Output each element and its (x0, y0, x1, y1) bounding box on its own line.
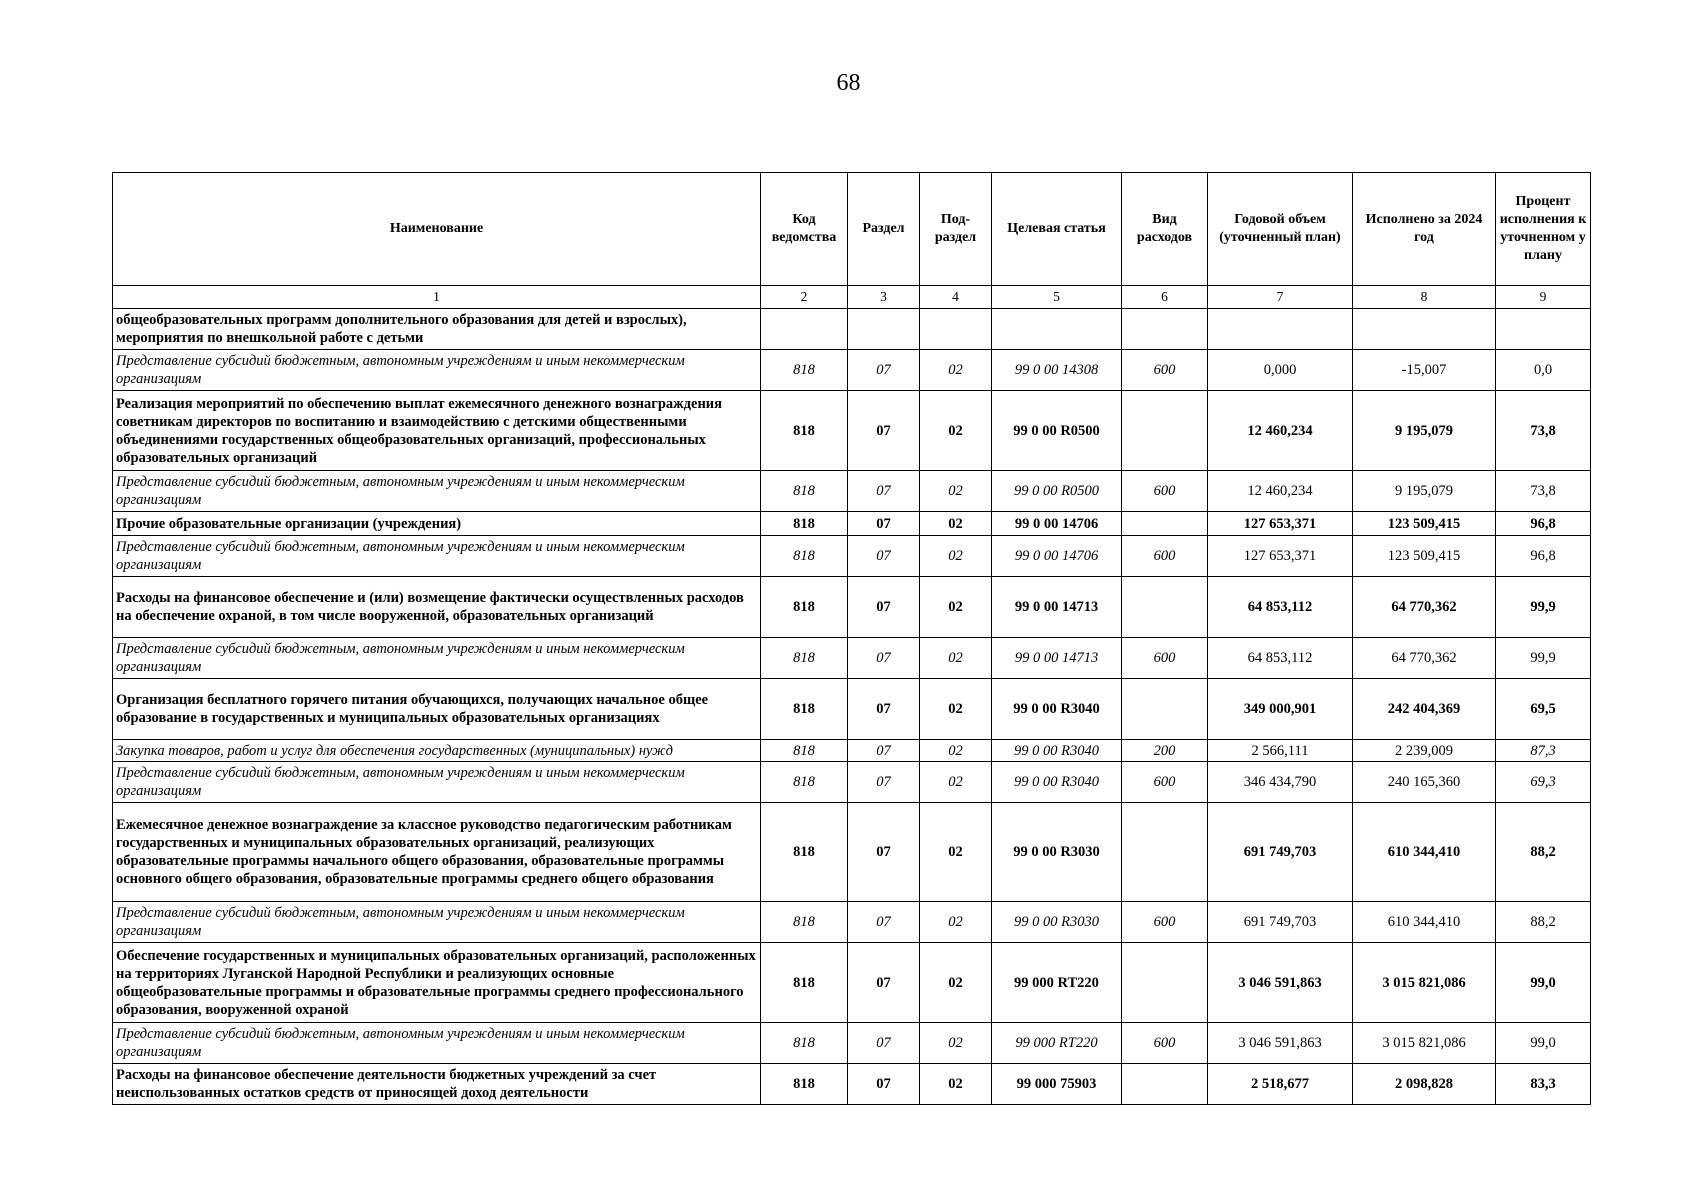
cell-percent: 96,8 (1496, 536, 1591, 577)
cell-subsection: 02 (920, 471, 992, 512)
table-row (113, 309, 1591, 350)
cell-executed: 610 344,410 (1353, 902, 1496, 943)
header-department-code: Код ведомства (761, 173, 848, 286)
cell-name: Организация бесплатного горячего питания обучающихся, получающих начальное общее образование в государственных и муниципальных образовательных организациях (113, 679, 761, 740)
cell-percent: 99,9 (1496, 577, 1591, 638)
cell-percent: 88,2 (1496, 902, 1591, 943)
cell-annual-plan: 12 460,234 (1208, 391, 1353, 471)
table-body (113, 309, 1591, 1105)
cell-annual-plan: 691 749,703 (1208, 902, 1353, 943)
table-row (113, 512, 1591, 536)
cell-executed: 9 195,079 (1353, 471, 1496, 512)
cell-target-article: 99 0 00 R3030 (992, 902, 1122, 943)
cell-executed: 123 509,415 (1353, 512, 1496, 536)
cell-name: Представление субсидий бюджетным, автономным учреждениям и иным некоммерческим организациям (113, 350, 761, 391)
cell-section: 07 (848, 762, 920, 803)
column-number: 8 (1353, 286, 1496, 309)
column-number: 1 (113, 286, 761, 309)
cell-section: 07 (848, 1064, 920, 1105)
table-row (113, 536, 1591, 577)
cell-name: Расходы на финансовое обеспечение деятельности бюджетных учреждений за счет неиспользованных остатков средств от приносящей доход деятельности (113, 1064, 761, 1105)
cell-annual-plan: 64 853,112 (1208, 577, 1353, 638)
cell-annual-plan: 349 000,901 (1208, 679, 1353, 740)
cell-executed: 3 015 821,086 (1353, 1023, 1496, 1064)
cell-department-code (761, 309, 848, 350)
cell-target-article: 99 0 00 R3040 (992, 679, 1122, 740)
cell-percent: 96,8 (1496, 512, 1591, 536)
table-row (113, 803, 1591, 902)
cell-name: Представление субсидий бюджетным, автономным учреждениям и иным некоммерческим организациям (113, 902, 761, 943)
cell-percent: 83,3 (1496, 1064, 1591, 1105)
cell-executed: 2 239,009 (1353, 740, 1496, 762)
cell-annual-plan: 691 749,703 (1208, 803, 1353, 902)
cell-executed: 240 165,360 (1353, 762, 1496, 803)
cell-annual-plan (1208, 309, 1353, 350)
cell-department-code: 818 (761, 391, 848, 471)
cell-name: Представление субсидий бюджетным, автономным учреждениям и иным некоммерческим организациям (113, 536, 761, 577)
cell-percent: 69,3 (1496, 762, 1591, 803)
cell-percent: 73,8 (1496, 391, 1591, 471)
cell-executed: 64 770,362 (1353, 638, 1496, 679)
cell-expense-type (1122, 512, 1208, 536)
table-row (113, 1023, 1591, 1064)
column-number: 7 (1208, 286, 1353, 309)
cell-target-article: 99 0 00 14308 (992, 350, 1122, 391)
header-section: Раздел (848, 173, 920, 286)
column-number: 5 (992, 286, 1122, 309)
cell-section: 07 (848, 902, 920, 943)
cell-percent: 99,9 (1496, 638, 1591, 679)
table-row (113, 943, 1591, 1023)
table-row (113, 471, 1591, 512)
cell-section: 07 (848, 577, 920, 638)
cell-annual-plan: 0,000 (1208, 350, 1353, 391)
cell-executed: 9 195,079 (1353, 391, 1496, 471)
cell-executed: 123 509,415 (1353, 536, 1496, 577)
column-number: 4 (920, 286, 992, 309)
table-row (113, 740, 1591, 762)
cell-department-code: 818 (761, 577, 848, 638)
cell-subsection: 02 (920, 1023, 992, 1064)
cell-name: общеобразовательных программ дополнительного образования для детей и взрослых), мероприятия по внешкольной работе с детьми (113, 309, 761, 350)
cell-section: 07 (848, 471, 920, 512)
cell-section: 07 (848, 350, 920, 391)
cell-department-code: 818 (761, 902, 848, 943)
cell-name: Ежемесячное денежное вознаграждение за классное руководство педагогическим работникам государственных и муниципальных образовательных организаций, реализующих образовательные программы начального общего образования, образовательные программы основного общего образования, образовательные программы среднего общего образования (113, 803, 761, 902)
cell-expense-type (1122, 309, 1208, 350)
budget-table (112, 172, 1591, 1105)
cell-department-code: 818 (761, 350, 848, 391)
cell-expense-type: 200 (1122, 740, 1208, 762)
cell-subsection (920, 309, 992, 350)
cell-percent (1496, 309, 1591, 350)
cell-department-code: 818 (761, 740, 848, 762)
cell-target-article: 99 0 00 14713 (992, 638, 1122, 679)
cell-subsection: 02 (920, 762, 992, 803)
column-number: 9 (1496, 286, 1591, 309)
cell-executed: 3 015 821,086 (1353, 943, 1496, 1023)
cell-annual-plan: 64 853,112 (1208, 638, 1353, 679)
cell-expense-type (1122, 391, 1208, 471)
cell-annual-plan: 3 046 591,863 (1208, 943, 1353, 1023)
table-row (113, 638, 1591, 679)
cell-target-article: 99 0 00 R3030 (992, 803, 1122, 902)
cell-name: Представление субсидий бюджетным, автономным учреждениям и иным некоммерческим организациям (113, 638, 761, 679)
cell-expense-type: 600 (1122, 350, 1208, 391)
cell-subsection: 02 (920, 350, 992, 391)
cell-name: Обеспечение государственных и муниципальных образовательных организаций, расположенных на территориях Луганской Народной Республики и реализующих основные общеобразовательные программы и образовательные программы среднего профессионального образования, вооруженной охраной (113, 943, 761, 1023)
cell-subsection: 02 (920, 577, 992, 638)
cell-executed: 2 098,828 (1353, 1064, 1496, 1105)
cell-department-code: 818 (761, 679, 848, 740)
cell-target-article: 99 000 75903 (992, 1064, 1122, 1105)
cell-expense-type (1122, 943, 1208, 1023)
cell-percent: 73,8 (1496, 471, 1591, 512)
cell-percent: 99,0 (1496, 943, 1591, 1023)
column-number: 6 (1122, 286, 1208, 309)
cell-expense-type: 600 (1122, 1023, 1208, 1064)
cell-subsection: 02 (920, 1064, 992, 1105)
cell-expense-type: 600 (1122, 471, 1208, 512)
table-header-row (113, 173, 1591, 286)
cell-name: Представление субсидий бюджетным, автономным учреждениям и иным некоммерческим организациям (113, 762, 761, 803)
cell-section: 07 (848, 679, 920, 740)
cell-target-article: 99 0 00 R0500 (992, 471, 1122, 512)
page-number: 68 (836, 70, 861, 96)
cell-subsection: 02 (920, 512, 992, 536)
cell-percent: 0,0 (1496, 350, 1591, 391)
cell-subsection: 02 (920, 391, 992, 471)
cell-name: Представление субсидий бюджетным, автономным учреждениям и иным некоммерческим организациям (113, 471, 761, 512)
cell-subsection: 02 (920, 902, 992, 943)
cell-target-article: 99 0 00 R3040 (992, 762, 1122, 803)
cell-expense-type (1122, 803, 1208, 902)
cell-annual-plan: 127 653,371 (1208, 536, 1353, 577)
cell-subsection: 02 (920, 536, 992, 577)
cell-target-article: 99 0 00 R0500 (992, 391, 1122, 471)
header-annual-plan: Годовой объем (уточненный план) (1208, 173, 1353, 286)
cell-target-article: 99 0 00 R3040 (992, 740, 1122, 762)
table-row (113, 679, 1591, 740)
header-percent: Процент исполнения к уточненном у плану (1496, 173, 1591, 286)
cell-department-code: 818 (761, 638, 848, 679)
header-subsection: Под-раздел (920, 173, 992, 286)
cell-target-article: 99 000 RT220 (992, 943, 1122, 1023)
cell-target-article (992, 309, 1122, 350)
cell-subsection: 02 (920, 679, 992, 740)
cell-annual-plan: 127 653,371 (1208, 512, 1353, 536)
cell-name: Представление субсидий бюджетным, автономным учреждениям и иным некоммерческим организациям (113, 1023, 761, 1064)
cell-section: 07 (848, 512, 920, 536)
column-number: 2 (761, 286, 848, 309)
header-executed: Исполнено за 2024 год (1353, 173, 1496, 286)
cell-target-article: 99 0 00 14713 (992, 577, 1122, 638)
cell-subsection: 02 (920, 803, 992, 902)
cell-name: Реализация мероприятий по обеспечению выплат ежемесячного денежного вознаграждения советникам директоров по воспитанию и взаимодействию с детскими общественными объединениями государственных общеобразовательных организаций, профессиональных образовательных организаций (113, 391, 761, 471)
cell-section: 07 (848, 1023, 920, 1064)
cell-percent: 99,0 (1496, 1023, 1591, 1064)
cell-section (848, 309, 920, 350)
cell-section: 07 (848, 391, 920, 471)
cell-department-code: 818 (761, 762, 848, 803)
cell-department-code: 818 (761, 512, 848, 536)
cell-annual-plan: 3 046 591,863 (1208, 1023, 1353, 1064)
column-number: 3 (848, 286, 920, 309)
cell-name: Прочие образовательные организации (учреждения) (113, 512, 761, 536)
cell-annual-plan: 2 518,677 (1208, 1064, 1353, 1105)
cell-annual-plan: 12 460,234 (1208, 471, 1353, 512)
cell-executed: 64 770,362 (1353, 577, 1496, 638)
table-row (113, 350, 1591, 391)
cell-subsection: 02 (920, 740, 992, 762)
column-number-row (113, 286, 1591, 309)
header-target-article: Целевая статья (992, 173, 1122, 286)
cell-department-code: 818 (761, 943, 848, 1023)
cell-expense-type: 600 (1122, 536, 1208, 577)
cell-executed: 610 344,410 (1353, 803, 1496, 902)
cell-section: 07 (848, 638, 920, 679)
cell-expense-type: 600 (1122, 902, 1208, 943)
cell-section: 07 (848, 803, 920, 902)
cell-department-code: 818 (761, 1023, 848, 1064)
header-name: Наименование (113, 173, 761, 286)
cell-section: 07 (848, 943, 920, 1023)
table-row (113, 577, 1591, 638)
cell-executed: 242 404,369 (1353, 679, 1496, 740)
table-row (113, 902, 1591, 943)
cell-department-code: 818 (761, 471, 848, 512)
cell-department-code: 818 (761, 803, 848, 902)
cell-subsection: 02 (920, 638, 992, 679)
cell-executed: -15,007 (1353, 350, 1496, 391)
table-row (113, 391, 1591, 471)
cell-target-article: 99 0 00 14706 (992, 512, 1122, 536)
cell-percent: 87,3 (1496, 740, 1591, 762)
cell-name: Закупка товаров, работ и услуг для обеспечения государственных (муниципальных) нужд (113, 740, 761, 762)
cell-expense-type (1122, 679, 1208, 740)
cell-annual-plan: 2 566,111 (1208, 740, 1353, 762)
cell-department-code: 818 (761, 536, 848, 577)
header-expense-type: Вид расходов (1122, 173, 1208, 286)
cell-section: 07 (848, 536, 920, 577)
cell-subsection: 02 (920, 943, 992, 1023)
table-row (113, 1064, 1591, 1105)
cell-target-article: 99 000 RT220 (992, 1023, 1122, 1064)
cell-percent: 88,2 (1496, 803, 1591, 902)
cell-annual-plan: 346 434,790 (1208, 762, 1353, 803)
cell-department-code: 818 (761, 1064, 848, 1105)
cell-executed (1353, 309, 1496, 350)
cell-section: 07 (848, 740, 920, 762)
cell-expense-type (1122, 577, 1208, 638)
cell-expense-type: 600 (1122, 762, 1208, 803)
cell-percent: 69,5 (1496, 679, 1591, 740)
cell-expense-type: 600 (1122, 638, 1208, 679)
cell-name: Расходы на финансовое обеспечение и (или) возмещение фактически осуществленных расходов на обеспечение охраной, в том числе вооруженной, образовательных организаций (113, 577, 761, 638)
cell-target-article: 99 0 00 14706 (992, 536, 1122, 577)
table-row (113, 762, 1591, 803)
cell-expense-type (1122, 1064, 1208, 1105)
